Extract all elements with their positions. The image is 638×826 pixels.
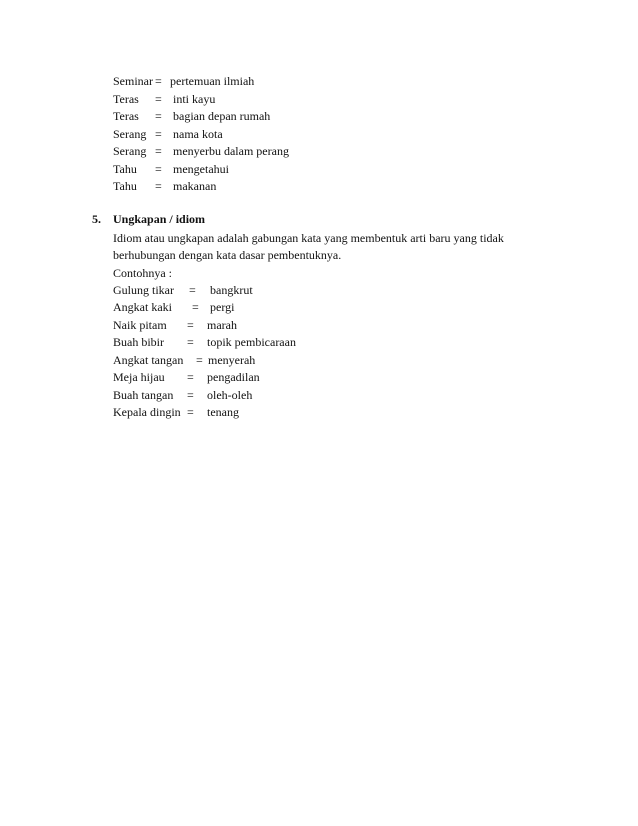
equals-sign: =: [187, 335, 194, 349]
equals-sign: =: [155, 162, 162, 176]
idiom-term: Gulung tikar: [113, 283, 174, 297]
equals-sign: =: [196, 353, 203, 367]
idiom-term: Buah bibir: [113, 335, 164, 349]
idiom-meaning: tenang: [207, 405, 239, 419]
homonym-term: Teras: [113, 109, 139, 123]
idiom-meaning: oleh-oleh: [207, 388, 253, 402]
homonym-meaning: makanan: [173, 179, 217, 193]
equals-sign: =: [155, 74, 162, 88]
homonym-meaning: nama kota: [173, 127, 223, 141]
homonym-meaning: pertemuan ilmiah: [170, 74, 255, 88]
homonym-term: Tahu: [113, 179, 137, 193]
homonym-meaning: menyerbu dalam perang: [173, 144, 289, 158]
homonym-term: Serang: [113, 127, 147, 141]
equals-sign: =: [192, 300, 199, 314]
homonym-meaning: bagian depan rumah: [173, 109, 271, 123]
idiom-term: Angkat tangan: [113, 353, 184, 367]
idiom-meaning: menyerah: [208, 353, 256, 367]
equals-sign: =: [187, 370, 194, 384]
idiom-meaning: marah: [207, 318, 237, 332]
section-number: 5.: [92, 212, 101, 226]
idiom-term: Angkat kaki: [113, 300, 172, 314]
equals-sign: =: [187, 388, 194, 402]
homonym-term: Serang: [113, 144, 147, 158]
equals-sign: =: [189, 283, 196, 297]
equals-sign: =: [155, 144, 162, 158]
equals-sign: =: [187, 318, 194, 332]
idiom-meaning: topik pembicaraan: [207, 335, 296, 349]
idiom-term: Meja hijau: [113, 370, 165, 384]
homonym-term: Teras: [113, 92, 139, 106]
equals-sign: =: [155, 92, 162, 106]
homonym-term: Seminar: [113, 74, 153, 88]
paragraph-line: Idiom atau ungkapan adalah gabungan kata yang membentuk arti baru yang tidak: [113, 231, 504, 245]
section-title: Ungkapan / idiom: [113, 212, 206, 226]
equals-sign: =: [155, 179, 162, 193]
equals-sign: =: [155, 109, 162, 123]
homonym-term: Tahu: [113, 162, 137, 176]
idiom-meaning: bangkrut: [210, 283, 253, 297]
idiom-meaning: pengadilan: [207, 370, 260, 384]
homonym-meaning: mengetahui: [173, 162, 229, 176]
example-label: Contohnya :: [113, 266, 172, 280]
idiom-meaning: pergi: [210, 300, 235, 314]
idiom-term: Naik pitam: [113, 318, 167, 332]
idiom-term: Kepala dingin: [113, 405, 181, 419]
paragraph-line: berhubungan dengan kata dasar pembentuknya.: [113, 248, 342, 262]
homonym-meaning: inti kayu: [173, 92, 216, 106]
idiom-term: Buah tangan: [113, 388, 174, 402]
equals-sign: =: [155, 127, 162, 141]
equals-sign: =: [187, 405, 194, 419]
